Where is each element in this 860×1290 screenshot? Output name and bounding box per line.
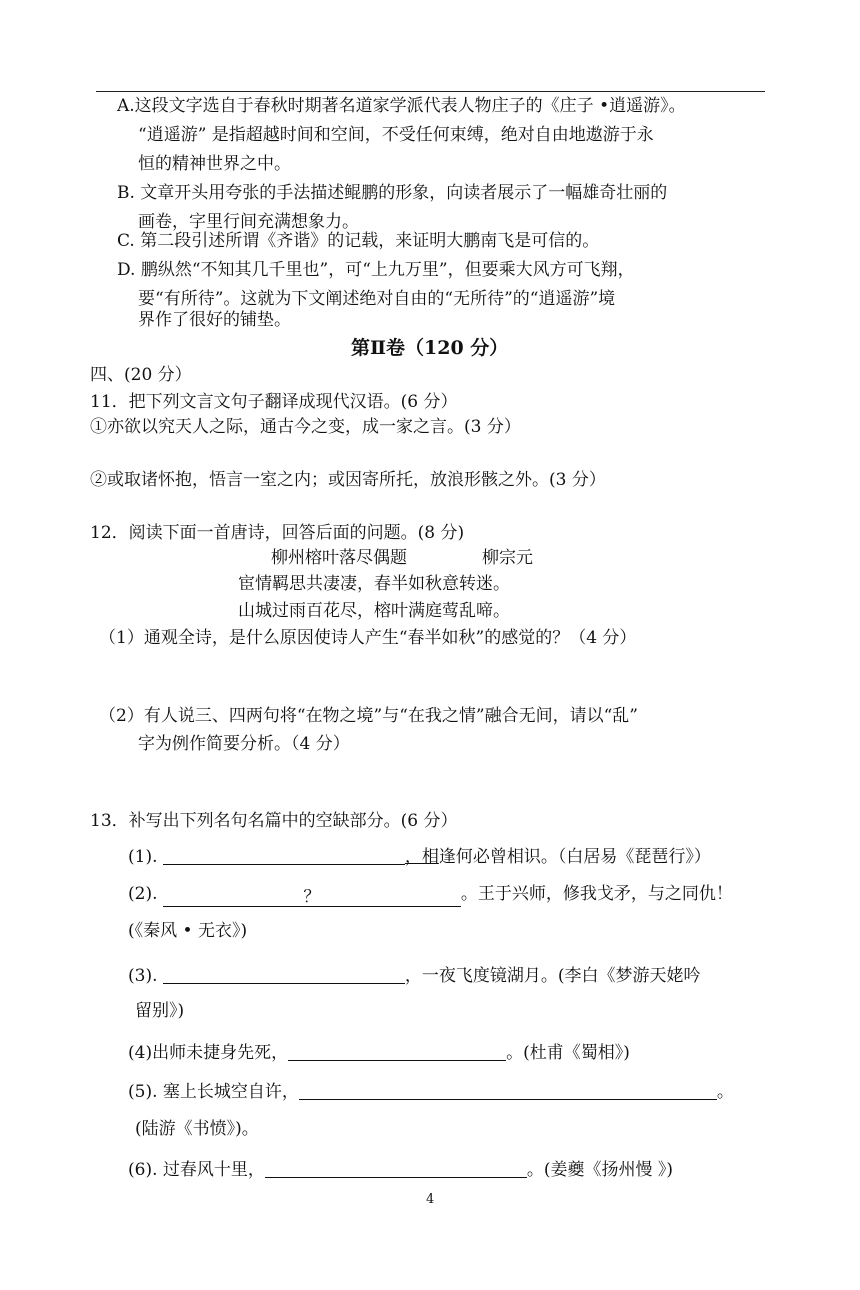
option-b-line1: B. 文章开头用夸张的手法描述鲲鹏的形象，向读者展示了一幅雄奇壮丽的 <box>117 183 668 203</box>
q13-item3-source: 留别》) <box>135 1001 185 1021</box>
part2-title: 第Ⅱ卷（120 分） <box>351 337 509 359</box>
header-rule <box>96 91 765 92</box>
item-number: (1). <box>128 847 158 867</box>
answer-blank[interactable] <box>288 1043 506 1061</box>
answer-blank[interactable] <box>299 1082 717 1100</box>
q13-item2 <box>128 886 733 907</box>
item-text: 。王于兴师，修我戈矛，与之同仇！ <box>460 884 733 904</box>
q13-item5-source: (陆游《书愤》)。 <box>135 1119 259 1139</box>
item-text: 。(姜夔《扬州慢 》) <box>526 1160 674 1180</box>
option-a-line2: “逍遥游” 是指超越时间和空间，不受任何束缚，绝对自由地遨游于永 <box>138 125 654 145</box>
q11-sentence1: ①亦欲以究天人之际，通古今之变，成一家之言。(3 分） <box>90 417 521 437</box>
poem-author: 柳宗元 <box>482 548 533 568</box>
item-number: (3). <box>128 966 158 986</box>
option-a-line3: 恒的精神世界之中。 <box>138 154 291 174</box>
item-number: (2). <box>128 884 158 904</box>
item-text: 。 <box>716 1082 734 1102</box>
answer-blank[interactable] <box>163 966 405 984</box>
option-d-line1: D. 鹏纵然“不知其几千里也”，可“上九万里”，但要乘大风方可飞翔， <box>117 260 635 280</box>
q13-item1 <box>128 847 711 866</box>
q12-sub2-line1: （2）有人说三、四两句将“在物之境”与“在我之情”融合无间，请以“乱” <box>99 706 638 726</box>
item-text: 。(杜甫《蜀相》) <box>506 1043 630 1063</box>
item-text: (4)出师未捷身先死， <box>128 1043 289 1063</box>
item-text: 逢何必曾相识。（白居易《琵琶行》） <box>438 847 711 867</box>
option-d-line3: 界作了很好的铺垫。 <box>138 310 291 330</box>
q13-item4 <box>128 1043 630 1062</box>
section4-heading: 四、(20 分） <box>90 365 192 385</box>
q11-stem: 11．把下列文言文句子翻译成现代汉语。(6 分） <box>90 392 458 412</box>
item-text: (6). 过春风十里， <box>128 1160 265 1180</box>
answer-blank[interactable] <box>163 889 461 907</box>
item-text: ，一夜飞度镜湖月。(李白《梦游天姥吟 <box>404 966 701 986</box>
q13-item5 <box>128 1082 734 1101</box>
option-d-line2: 要“有所待”。这就为下文阐述绝对自由的“无所待”的“逍遥游”境 <box>138 289 616 309</box>
q11-sentence2: ②或取诸怀抱，悟言一室之内；或因寄所托，放浪形骸之外。(3 分） <box>90 470 606 490</box>
q13-item2-source: (《秦风 • 无衣》) <box>128 921 248 941</box>
option-c-line1: C. 第二段引述所谓《齐谐》的记载，来证明大鹏南飞是可信的。 <box>117 231 600 251</box>
item-text: ，相 <box>404 847 439 867</box>
poem-line2: 山城过雨百花尽，榕叶满庭莺乱啼。 <box>238 601 510 621</box>
page-number: 4 <box>426 1192 435 1207</box>
item-text: (5). 塞上长城空自许， <box>128 1082 299 1102</box>
q13-item6 <box>128 1160 673 1179</box>
poem-title: 柳州榕叶落尽偶题 <box>271 548 407 568</box>
answer-blank[interactable] <box>265 1160 527 1178</box>
q12-sub2-line2: 字为例作简要分析。（4 分） <box>138 734 350 754</box>
blank-question-mark: ？ <box>303 887 321 907</box>
answer-blank[interactable] <box>163 847 405 865</box>
q13-stem: 13．补写出下列名句名篇中的空缺部分。(6 分） <box>90 811 458 831</box>
q13-item3 <box>128 966 701 985</box>
q12-stem: 12．阅读下面一首唐诗，回答后面的问题。(8 分) <box>90 523 465 543</box>
poem-line1: 宦情羁思共凄凄，春半如秋意转迷。 <box>238 574 510 594</box>
option-a-line1: A.这段文字选自于春秋时期著名道家学派代表人物庄子的《庄子 •逍遥游》。 <box>117 96 686 116</box>
option-b-line2: 画卷，字里行间充满想象力。 <box>138 212 359 232</box>
q12-sub1: （1）通观全诗，是什么原因使诗人产生“春半如秋”的感觉的？（4 分） <box>99 628 637 648</box>
